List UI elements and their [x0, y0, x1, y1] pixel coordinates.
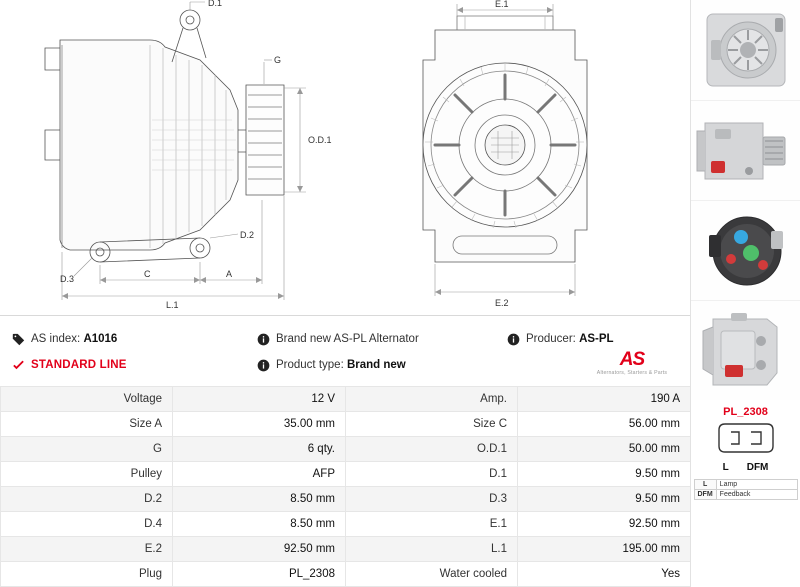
specifications-body — [1, 387, 691, 587]
standard-line-label: STANDARD LINE — [31, 359, 127, 371]
spec-value-cell: 195.00 mm — [518, 537, 691, 562]
spec-value-cell: 35.00 mm — [173, 412, 346, 437]
as-index-label: AS index: — [31, 333, 81, 345]
spec-value-cell: 190 A — [518, 387, 691, 412]
technical-drawings — [0, 0, 690, 316]
spec-value-cell: 56.00 mm — [518, 412, 691, 437]
brand-new-cell — [257, 333, 507, 346]
alternator-photo-side[interactable] — [691, 100, 800, 200]
info-icon — [257, 333, 270, 346]
spec-value-cell: 9.50 mm — [518, 462, 691, 487]
plug-pin-desc: Feedback — [716, 490, 797, 500]
brand-new-text: Brand new AS-PL Alternator — [276, 333, 419, 345]
table-row — [1, 462, 691, 487]
front-view-svg — [345, 0, 690, 316]
tag-icon — [12, 333, 25, 346]
dim-label-d2: D.2 — [240, 230, 255, 240]
alternator-photo-front[interactable] — [691, 0, 800, 100]
spec-value-cell: 8.50 mm — [173, 512, 346, 537]
plug-code: PL_2308 — [723, 406, 768, 418]
standard-line-cell — [12, 359, 257, 372]
as-pl-logo-word: AS — [619, 349, 645, 370]
plug-pin-desc: Lamp — [716, 480, 797, 490]
table-row — [1, 387, 691, 412]
spec-value-cell: 6 qty. — [173, 437, 346, 462]
plug-pin-row — [694, 490, 797, 500]
as-index-value: A1016 — [83, 333, 118, 345]
dim-label-d3: D.3 — [60, 274, 75, 284]
producer-value: AS-PL — [579, 333, 614, 345]
plug-pin-labels — [691, 462, 800, 473]
spec-label-cell: Pulley — [1, 462, 173, 487]
spec-label-cell: D.1 — [346, 462, 518, 487]
spec-value-cell: PL_2308 — [173, 562, 346, 587]
table-row — [1, 487, 691, 512]
dim-label-e2: E.2 — [495, 298, 509, 308]
spec-value-cell: 8.50 mm — [173, 487, 346, 512]
as-pl-logo — [586, 350, 678, 376]
plug-pin-row — [694, 480, 797, 490]
table-row — [1, 437, 691, 462]
dim-label-od1: O.D.1 — [308, 135, 332, 145]
producer-cell — [507, 333, 678, 346]
alternator-photo-angled[interactable] — [691, 300, 800, 400]
spec-value-cell: 9.50 mm — [518, 487, 691, 512]
spec-value-cell: AFP — [173, 462, 346, 487]
info-icon-producer — [507, 333, 520, 346]
product-type-label: Product type: — [276, 359, 344, 371]
spec-label-cell: Size C — [346, 412, 518, 437]
dim-label-a: A — [226, 269, 233, 279]
spec-label-cell: O.D.1 — [346, 437, 518, 462]
table-row — [1, 537, 691, 562]
plug-pin-table — [694, 479, 798, 500]
specifications-table — [0, 386, 691, 587]
spec-value-cell: 92.50 mm — [518, 512, 691, 537]
spec-label-cell: Voltage — [1, 387, 173, 412]
spec-label-cell: D.4 — [1, 512, 173, 537]
spec-label-cell: D.2 — [1, 487, 173, 512]
spec-label-cell: Size A — [1, 412, 173, 437]
product-type-value: Brand new — [346, 359, 406, 371]
product-photos — [690, 0, 800, 587]
spec-label-cell: D.3 — [346, 487, 518, 512]
side-view-svg — [0, 0, 345, 316]
alternator-photo-rear[interactable] — [691, 200, 800, 300]
dim-label-g: G — [274, 55, 282, 65]
as-index-cell — [12, 333, 257, 346]
info-icon-product-type — [257, 359, 270, 372]
spec-value-cell: Yes — [518, 562, 691, 587]
spec-value-cell: 12 V — [173, 387, 346, 412]
plug-diagram — [691, 420, 800, 461]
drawing-side-view — [0, 0, 345, 316]
spec-label-cell: E.2 — [1, 537, 173, 562]
plug-pin-key: L — [694, 480, 716, 490]
drawing-front-view — [345, 0, 690, 316]
table-row — [1, 512, 691, 537]
plug-pin-table-body — [694, 480, 797, 500]
product-type-cell — [257, 359, 507, 372]
check-icon — [12, 359, 25, 372]
plug-pin-key: DFM — [694, 490, 716, 500]
dim-label-d1: D.1 — [208, 0, 223, 8]
spec-label-cell: G — [1, 437, 173, 462]
spec-label-cell: Water cooled — [346, 562, 518, 587]
dim-label-c: C — [144, 269, 151, 279]
spec-value-cell: 50.00 mm — [518, 437, 691, 462]
table-row — [1, 412, 691, 437]
as-pl-logo-subtitle: Alternators, Starters & Parts — [596, 370, 668, 376]
plug-pin-l: L — [722, 462, 729, 473]
plug-pin-dfm: DFM — [746, 462, 769, 473]
spec-label-cell: E.1 — [346, 512, 518, 537]
spec-label-cell: Plug — [1, 562, 173, 587]
spec-value-cell: 92.50 mm — [173, 537, 346, 562]
info-bar — [0, 316, 690, 386]
spec-label-cell: L.1 — [346, 537, 518, 562]
table-row — [1, 562, 691, 587]
producer-label: Producer: — [526, 333, 576, 345]
dim-label-e1: E.1 — [495, 0, 509, 9]
spec-label-cell: Amp. — [346, 387, 518, 412]
dim-label-l1: L.1 — [166, 300, 179, 310]
